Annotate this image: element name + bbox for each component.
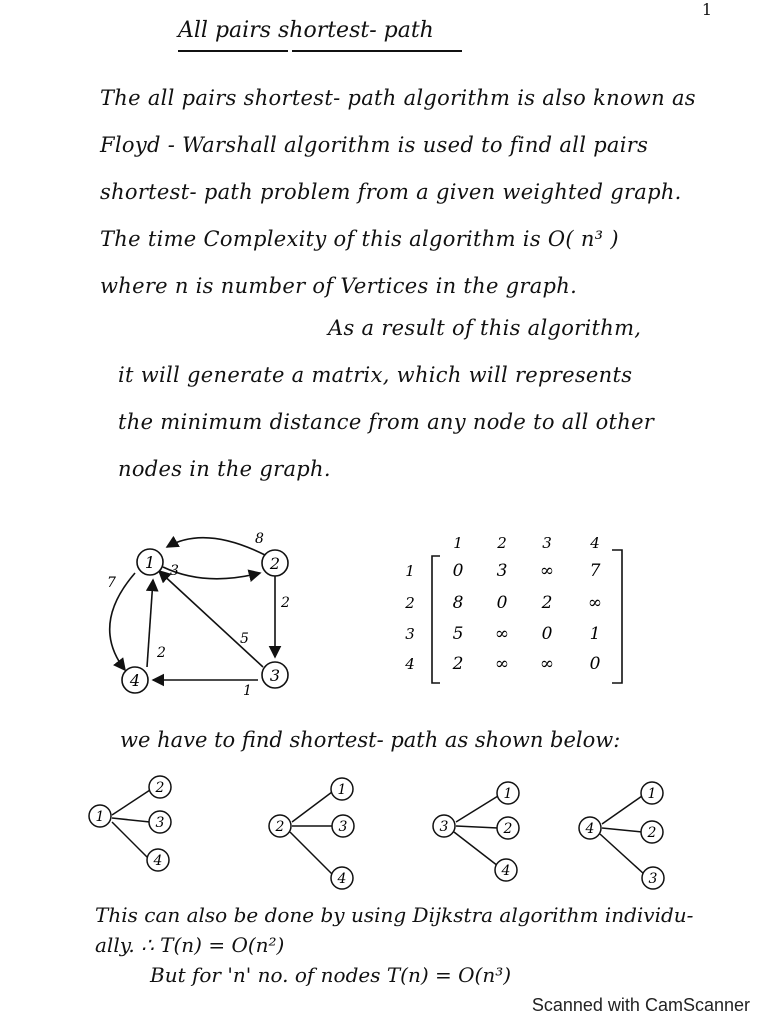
intro-line: Floyd - Warshall algorithm is used to find all pairs	[100, 133, 649, 157]
intro-paragraph	[100, 75, 740, 310]
matrix-cell: 7	[589, 561, 601, 581]
result-line: As a result of this algorithm,	[328, 316, 642, 340]
result-line: nodes in the graph.	[118, 457, 331, 481]
tree-root-1	[89, 776, 171, 871]
tree-node-label: 2	[275, 819, 285, 835]
matrix-cell: 0	[452, 561, 464, 581]
matrix-right-bracket	[612, 550, 622, 683]
matrix-cell: 8	[452, 593, 464, 613]
matrix-cell: ∞	[587, 593, 603, 613]
edge-weight-label: 3	[170, 563, 179, 579]
tree-node-label: 2	[155, 780, 165, 796]
edge-2-to-1	[167, 538, 265, 555]
matrix-cell: 3	[496, 561, 508, 581]
tree-node-label: 3	[648, 871, 658, 887]
tree-node-label: 3	[439, 819, 449, 835]
tree-node-label: 1	[503, 786, 513, 802]
matrix-row-header: 2	[405, 594, 415, 612]
page-number: 1	[701, 0, 712, 19]
intro-line: The time Complexity of this algorithm is O( n³ )	[100, 227, 619, 251]
edge-weight-label: 1	[243, 683, 252, 699]
conclusion-line: This can also be done by using Dijkstra algorithm individu-	[95, 903, 694, 927]
matrix-cell: 2	[541, 593, 553, 613]
matrix-cell: 1	[589, 624, 601, 644]
weighted-graph-diagram	[95, 525, 315, 710]
tree-node-label: 4	[585, 821, 595, 837]
graph-node-label: 1	[144, 553, 156, 572]
title-underline-left	[178, 50, 288, 52]
matrix-row-header: 1	[405, 562, 415, 580]
conclusion-line: But for 'n' no. of nodes T(n) = O(n³)	[150, 963, 512, 987]
tree-node-label: 4	[153, 853, 163, 869]
tree-node-label: 1	[337, 782, 347, 798]
title-underline-right	[292, 50, 462, 52]
tree-node-label: 2	[503, 821, 513, 837]
matrix-col-header: 1	[453, 534, 463, 552]
edge-weight-label: 2	[281, 595, 290, 611]
intro-line: shortest- path problem from a given weighted graph.	[100, 180, 682, 204]
matrix-cell: ∞	[539, 561, 555, 581]
edge-4-to-1	[147, 580, 153, 667]
matrix-cell: 5	[452, 624, 464, 644]
tree-node-label: 3	[155, 815, 165, 831]
matrix-row-header: 3	[405, 625, 415, 643]
result-line: the minimum distance from any node to all other	[118, 410, 655, 434]
matrix-cell: 2	[452, 654, 464, 674]
tree-node-label: 3	[338, 819, 348, 835]
conclusion-line: ally. ∴ T(n) = O(n²)	[95, 933, 285, 957]
find-path-text: we have to find shortest- path as shown below:	[120, 728, 621, 752]
tree-node-label: 1	[95, 809, 105, 825]
result-line: it will generate a matrix, which will represents	[118, 363, 633, 387]
matrix-row-header: 4	[405, 655, 415, 673]
tree-root-3	[433, 782, 519, 881]
tree-root-4	[579, 782, 664, 889]
tree-node-label: 4	[337, 871, 347, 887]
intro-line: where n is number of Vertices in the graph.	[100, 274, 578, 298]
graph-node-label: 3	[269, 666, 281, 685]
tree-root-2	[269, 778, 354, 889]
matrix-cell: 0	[496, 593, 508, 613]
scanner-watermark: Scanned with CamScanner	[531, 995, 750, 1015]
conclusion-paragraph	[95, 900, 755, 990]
edge-3-to-1	[159, 571, 263, 667]
result-paragraph	[118, 305, 738, 493]
tree-node-label: 4	[501, 863, 511, 879]
distance-matrix	[390, 528, 640, 688]
matrix-col-header: 4	[590, 534, 600, 552]
matrix-cell: ∞	[539, 654, 555, 674]
edge-weight-label: 2	[157, 645, 166, 661]
matrix-col-header: 3	[542, 534, 552, 552]
matrix-cell: 0	[541, 624, 553, 644]
matrix-cell: ∞	[494, 654, 510, 674]
graph-node-label: 2	[269, 554, 281, 573]
matrix-cell: 0	[589, 654, 601, 674]
graph-node-label: 4	[129, 671, 141, 690]
edge-weight-label: 7	[107, 575, 116, 591]
matrix-col-header: 2	[497, 534, 507, 552]
tree-node-label: 2	[647, 825, 657, 841]
tree-node-label: 1	[647, 786, 657, 802]
matrix-cell: ∞	[494, 624, 510, 644]
edge-weight-label: 8	[255, 531, 264, 547]
shortest-path-trees	[80, 770, 700, 900]
matrix-left-bracket	[432, 556, 440, 683]
edge-weight-label: 5	[240, 631, 249, 647]
page-title: All pairs shortest- path	[178, 18, 434, 43]
intro-line: The all pairs shortest- path algorithm is also known as	[100, 86, 696, 110]
